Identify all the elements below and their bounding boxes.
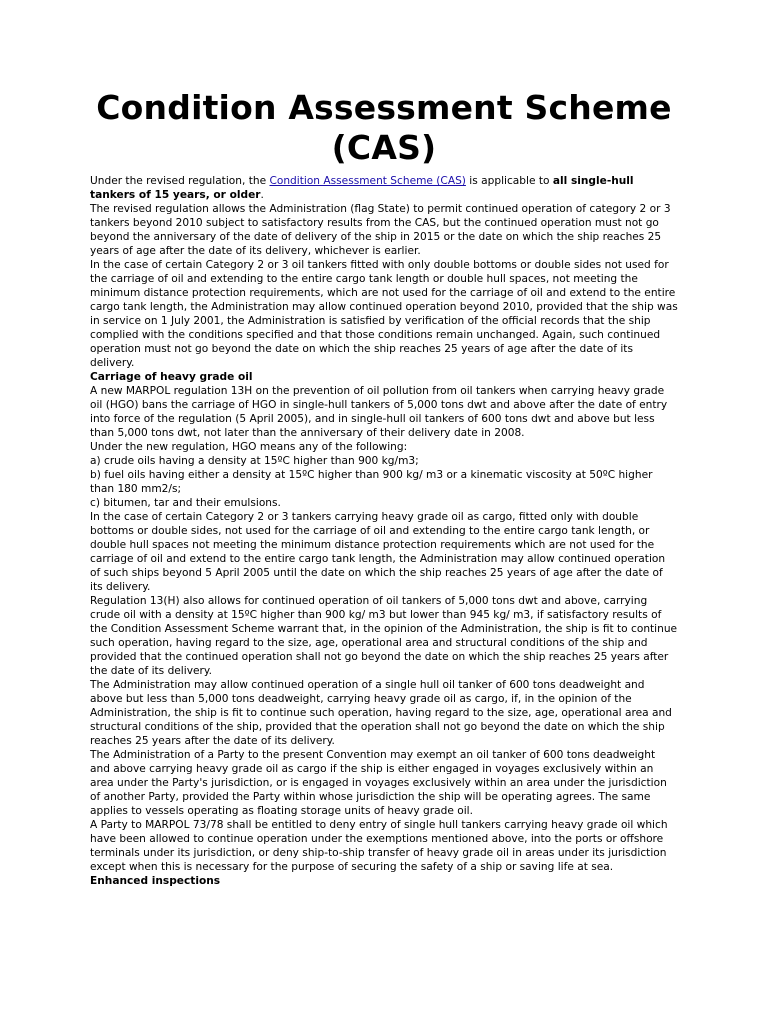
paragraph-regulation-13h-crude: Regulation 13(H) also allows for continued operation of oil tankers of 5,000 tons dwt and above, carrying crude oil with a density at 15ºC higher than 900 kg/ m3 but lower than 945 kg/ m3, if satisfactory results of the Condition Assessment Scheme warrant that, in the opinion of the Administration, the ship is fit to continue such operation, having regard to the size, age, operational area and structural conditions of the ship and provided that the continued operation shall not go beyond the date on which the ship reaches 25 years after the date of its delivery. — [90, 595, 678, 677]
intro-paragraph — [90, 174, 678, 202]
paragraph-cat23-2015: The revised regulation allows the Administration (flag State) to permit continued operation of category 2 or 3 tankers beyond 2010 subject to satisfactory results from the CAS, but the continued operation must not go beyond the anniversary of the date of delivery of the ship in 2015 or the date on which the ship reaches 25 years of age after the date of its delivery, whichever is earlier. — [90, 203, 671, 257]
paragraph-600-tons: The Administration may allow continued operation of a single hull oil tanker of 600 tons deadweight and above but less than 5,000 tons deadweight, carrying heavy grade oil as cargo, if, in the opinion of the Administration, the ship is fit to continue such operation, having regard to the size, age, operational area and structural conditions of the ship, provided that the operation shall not go beyond the date on which the ship reaches 25 years after the date of its delivery. — [90, 679, 672, 747]
list-item-fuel-oils: b) fuel oils having either a density at 15ºC higher than 900 kg/ m3 or a kinematic viscosity at 50ºC higher than 180 mm2/s; — [90, 469, 653, 495]
cas-link[interactable]: Condition Assessment Scheme (CAS) — [269, 175, 466, 187]
paragraph-regulation-13h: A new MARPOL regulation 13H on the prevention of oil pollution from oil tankers when carrying heavy grade oil (HGO) bans the carriage of HGO in single-hull tankers of 5,000 tons dwt and above after the date of entry into force of the regulation (5 April 2005), and in single-hull oil tankers of 600 tons dwt and above but less than 5,000 tons dwt, not later than the anniversary of their delivery date in 2008. — [90, 385, 668, 439]
page-title: Condition Assessment Scheme (CAS) — [96, 88, 672, 167]
paragraph-hgo-definition: Under the new regulation, HGO means any of the following: — [90, 441, 408, 453]
list-item-crude-oils: a) crude oils having a density at 15ºC higher than 900 kg/m3; — [90, 455, 419, 467]
paragraph-deny-entry: A Party to MARPOL 73/78 shall be entitled to deny entry of single hull tankers carrying heavy grade oil which have been allowed to continue operation under the exemptions mentioned above, into the ports or offshore terminals under its jurisdiction, or deny ship-to-ship transfer of heavy grade oil in areas under its jurisdiction except when this is necessary for the purpose of securing the safety of a ship or saving life at sea. — [90, 819, 668, 873]
list-item-bitumen: c) bitumen, tar and their emulsions. — [90, 497, 281, 509]
document-page — [90, 88, 678, 888]
intro-bold-text: all single-hull tankers of 15 years, or older — [90, 175, 634, 201]
section-heading-heavy-grade-oil: Carriage of heavy grade oil — [90, 371, 253, 383]
section-heading-enhanced-inspections: Enhanced inspections — [90, 875, 221, 887]
document-body — [90, 174, 678, 888]
paragraph-hgo-continued-operation: In the case of certain Category 2 or 3 tankers carrying heavy grade oil as cargo, fitted only with double bottoms or double sides, not used for the carriage of oil and extending to the entire cargo tank length, or double hull spaces not meeting the minimum distance protection requirements which are not used for the carriage of oil and extend to the entire cargo tank length, the Administration may allow continued operation of such ships beyond 5 April 2005 until the date on which the ship reaches 25 years of age after the date of its delivery. — [90, 511, 666, 593]
paragraph-double-bottoms: In the case of certain Category 2 or 3 oil tankers fitted with only double bottoms or double sides not used for the carriage of oil and extending to the entire cargo tank length or double hull spaces, not meeting the minimum distance protection requirements, which are not used for the carriage of oil and extend to the entire cargo tank length, the Administration may allow continued operation beyond 2010, provided that the ship was in service on 1 July 2001, the Administration is satisfied by verification of the official records that the ship complied with the conditions specified and that those conditions remain unchanged. Again, such continued operation must not go beyond the date on which the ship reaches 25 years of age after the date of its delivery. — [90, 259, 678, 369]
paragraph-party-exemption: The Administration of a Party to the present Convention may exempt an oil tanker of 600 tons deadweight and above carrying heavy grade oil as cargo if the ship is either engaged in voyages exclusively within an area under the Party's jurisdiction, or is engaged in voyages exclusively within an area under the jurisdiction of another Party, provided the Party within whose jurisdiction the ship will be operating agrees. The same applies to vessels operating as floating storage units of heavy grade oil. — [90, 749, 667, 817]
intro-text-end: . — [260, 189, 264, 201]
intro-text-after-link: is applicable to — [465, 175, 553, 187]
intro-text-before-link: Under the revised regulation, the — [90, 175, 270, 187]
